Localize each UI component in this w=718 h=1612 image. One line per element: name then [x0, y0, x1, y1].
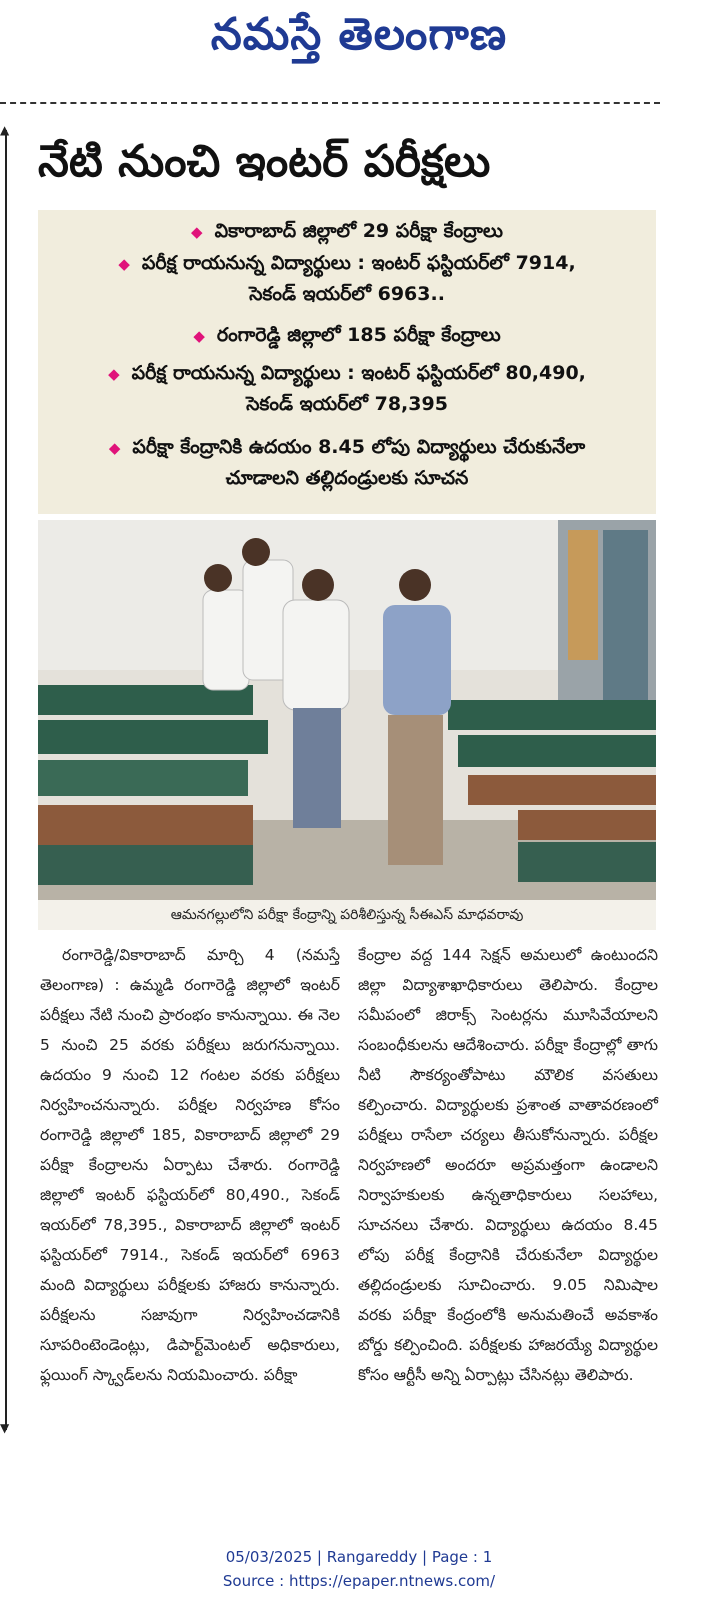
classroom-photo-illustration — [38, 520, 656, 900]
highlight-item — [38, 248, 656, 309]
newspaper-title: నమస్తే తెలంగాణ — [210, 9, 508, 60]
arrow-down-icon: ▼ — [0, 1421, 10, 1435]
article-headline: నేటి నుంచి ఇంటర్ పరీక్షలు — [38, 136, 491, 187]
highlight-text-continued: చూడాలని తల్లిదండ్రులకు సూచన — [225, 467, 469, 489]
diamond-bullet-icon: ◆ — [118, 255, 130, 273]
masthead — [0, 0, 718, 80]
diamond-bullet-icon: ◆ — [193, 327, 205, 345]
highlights-box — [38, 210, 656, 514]
diamond-bullet-icon: ◆ — [191, 223, 203, 241]
highlight-item — [38, 216, 656, 247]
column-marker-line — [5, 130, 7, 1430]
highlight-text: వికారాబాద్ జిల్లాలో 29 పరీక్షా కేంద్రాలు — [214, 220, 503, 242]
highlight-text: పరీక్షా కేంద్రానికి ఉదయం 8.45 లోపు విద్యార్థులు చేరుకునేలా — [132, 436, 586, 458]
arrow-up-icon: ▲ — [0, 123, 10, 137]
highlight-text: పరీక్ష రాయనున్న విద్యార్థులు : ఇంటర్ ఫస్టియర్‌లో 7914, — [141, 252, 576, 274]
photo-caption: ఆమనగల్లులోని పరీక్షా కేంద్రాన్ని పరిశీలిస్తున్న సీఈఎస్ మాధవరావు — [38, 900, 656, 930]
highlight-text: రంగారెడ్డి జిల్లాలో 185 పరీక్షా కేంద్రాలు — [216, 324, 501, 346]
highlight-item — [38, 358, 656, 419]
page-footer — [0, 1545, 718, 1593]
highlight-text-continued: సెకండ్ ఇయర్‌లో 6963.. — [249, 283, 445, 305]
article-body-text: రంగారెడ్డి/వికారాబాద్ మార్చి 4 (నమస్తే తెలంగాణ) : ఉమ్మడి రంగారెడ్డి జిల్లాలో ఇంటర్ పరీక్షలు నేటి నుంచి ప్రారంభం కానున్నాయి. ఈ నెల 5 నుంచి 25 వరకు పరీక్షలు జరుగనున్నాయి. ఉదయం 9 నుంచి 12 గంటల వరకు పరీక్షలు నిర్వహించనున్నారు. పరీక్షల నిర్వహణ కోసం రంగారెడ్డి జిల్లాలో 185, వికారాబాద్ జిల్లాలో 29 పరీక్షా కేంద్రాలను ఏర్పాటు చేశారు. రంగారెడ్డి జిల్లాలో ఇంటర్ ఫస్టియర్‌లో 80,490., సెకండ్ ఇయర్‌లో 78,395., వికారాబాద్ జిల్లాలో ఇంటర్ ఫస్టియర్‌లో 7914., సెకండ్ ఇయర్‌లో 6963 మంది విద్యార్థులు పరీక్షలకు హాజరు కానున్నారు. పరీక్షలను సజావుగా నిర్వహించడానికి సూపరింటెండెంట్లు, డిపార్ట్‌మెంటల్ అధికారులు, ఫ్లయింగ్ స్క్వాడ్‌లను నియమించారు. పరీక్షా — [40, 946, 340, 1384]
diamond-bullet-icon: ◆ — [108, 365, 120, 383]
footer-source-link[interactable]: Source : https://epaper.ntnews.com/ — [222, 1572, 496, 1590]
highlight-text: పరీక్ష రాయనున్న విద్యార్థులు : ఇంటర్ ఫస్టియర్‌లో 80,490, — [131, 362, 586, 384]
highlight-item — [38, 320, 656, 351]
article-column-left — [40, 940, 340, 1390]
article-column-right — [358, 940, 658, 1390]
article-body-text: కేంద్రాల వద్ద 144 సెక్షన్ అమలులో ఉంటుందని జిల్లా విద్యాశాఖాధికారులు తెలిపారు. కేంద్రాల సమీపంలో జిరాక్స్ సెంటర్లను మూసివేయాలని సంబంధీకులను ఆదేశించారు. పరీక్షా కేంద్రాల్లో తాగు నీటి సౌకర్యంతోపాటు మౌలిక వసతులు కల్పించారు. విద్యార్థులకు ప్రశాంత వాతావరణంలో పరీక్షలు రాసేలా చర్యలు తీసుకోనున్నారు. పరీక్షల నిర్వహణలో అందరూ అప్రమత్తంగా ఉండాలని నిర్వాహకులకు ఉన్నతాధికారులు సలహాలు, సూచనలు చేశారు. విద్యార్థులు ఉదయం 8.45 లోపు పరీక్ష కేంద్రానికి చేరుకునేలా విద్యార్థుల తల్లిదండ్రులకు సూచించారు. 9.05 నిమిషాల వరకు పరీక్షా కేంద్రంలోకి అనుమతించే అవకాశం బోర్డు కల్పించింది. పరీక్షలకు హాజరయ్యే విద్యార్థుల కోసం ఆర్టీసీ అన్ని ఏర్పాట్లు చేసినట్లు తెలిపారు. — [358, 946, 658, 1384]
footer-edition-info: 05/03/2025 | Rangareddy | Page : 1 — [225, 1548, 493, 1566]
masthead-divider — [0, 102, 660, 104]
news-photo — [38, 520, 656, 900]
diamond-bullet-icon: ◆ — [108, 439, 121, 457]
highlight-text-continued: సెకండ్ ఇయర్‌లో 78,395 — [246, 393, 448, 415]
highlight-item — [38, 432, 656, 493]
